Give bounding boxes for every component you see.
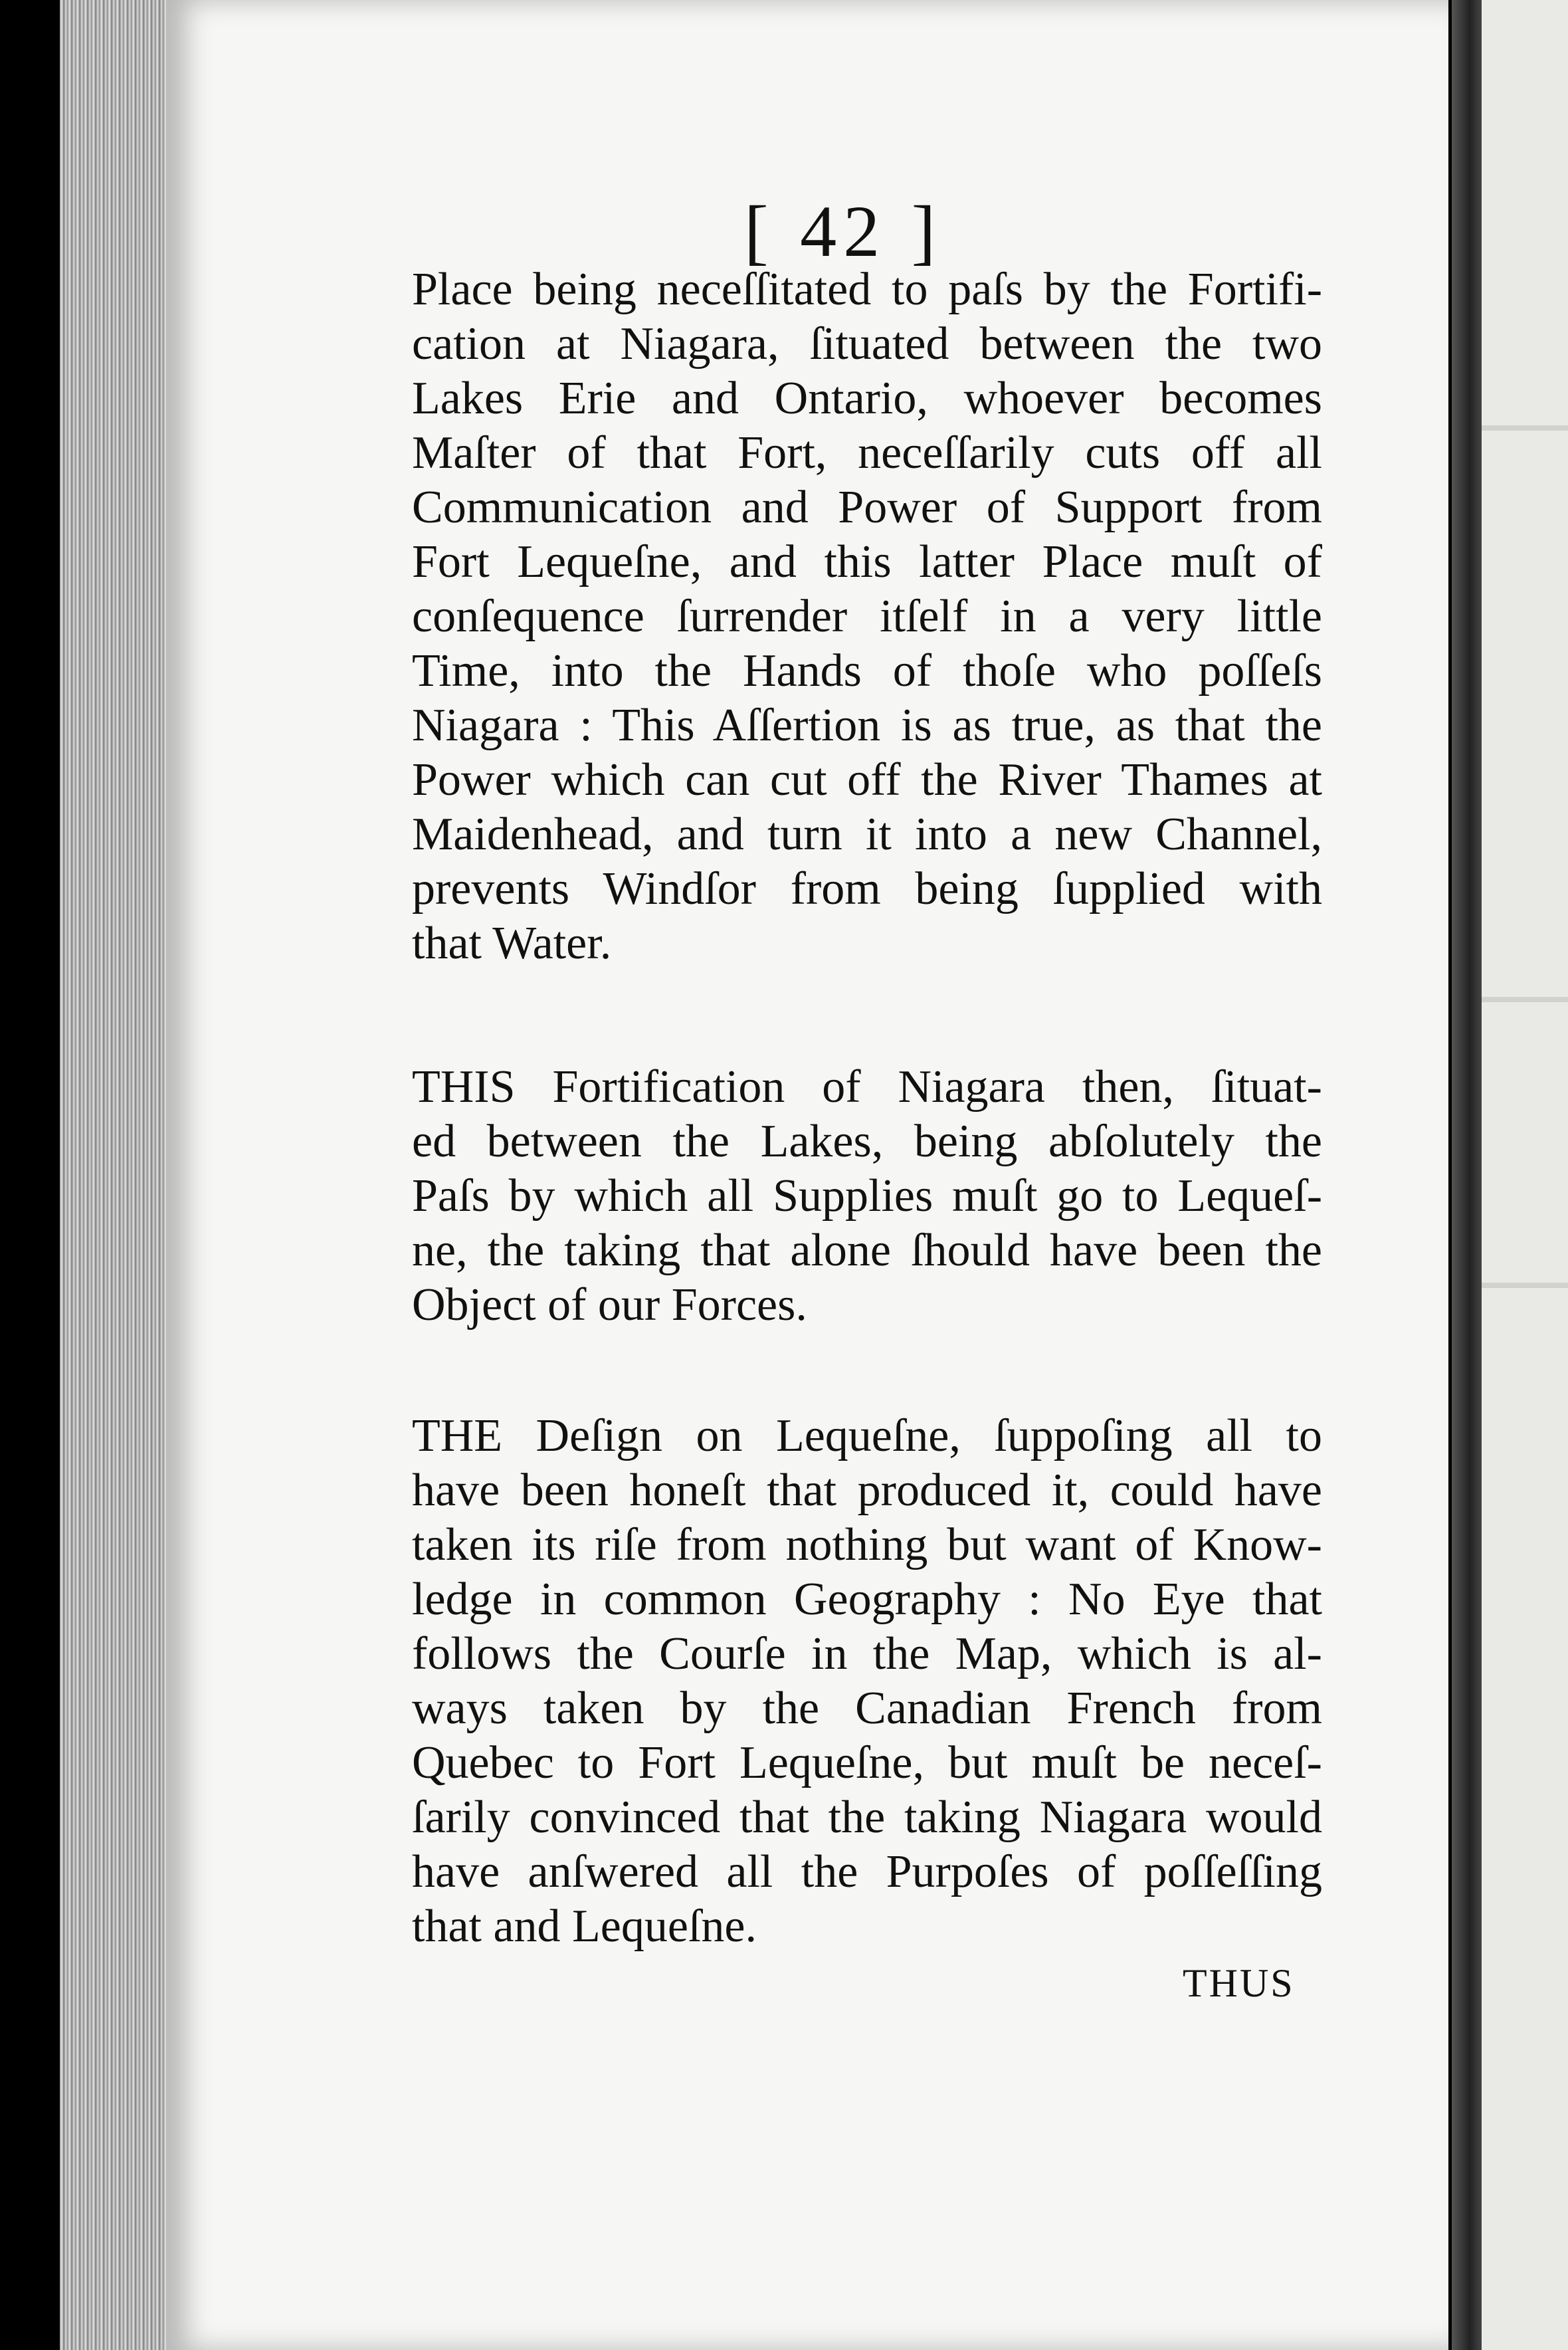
text-line: Quebec to Fort Lequeſne, but muſt be neceſ- — [412, 1737, 1322, 1788]
text-line: Place being neceſſitated to paſs by the Fortifi- — [412, 264, 1322, 315]
paragraph — [412, 1409, 1322, 1954]
text-line: Lakes Erie and Ontario, whoever becomes — [412, 373, 1322, 424]
text-line: Maidenhead, and turn it into a new Channel, — [412, 809, 1322, 860]
text-line: prevents Windſor from being ſupplied with — [412, 863, 1322, 914]
page-number: [ 42 ] — [744, 191, 943, 272]
facing-page-edge — [1482, 0, 1568, 2350]
text-line: taken its riſe from nothing but want of Know- — [412, 1519, 1322, 1570]
text-line: ne, the taking that alone ſhould have been the — [412, 1225, 1322, 1276]
text-line: have been honeſt that produced it, could have — [412, 1465, 1322, 1516]
text-line: follows the Courſe in the Map, which is al- — [412, 1628, 1322, 1679]
text-line: Time, into the Hands of thoſe who poſſeſs — [412, 645, 1322, 696]
text-line: Object of our Forces. — [412, 1279, 807, 1331]
catchword: THUS — [1183, 1961, 1295, 2005]
text-line: THIS Fortification of Niagara then, ſituat- — [412, 1061, 1322, 1113]
text-line: Communication and Power of Support from — [412, 482, 1322, 533]
text-line: have anſwered all the Purpoſes of poſſeſſing — [412, 1846, 1322, 1897]
text-line: Niagara : This Aſſertion is as true, as that the — [412, 700, 1322, 751]
text-line: that and Lequeſne. — [412, 1901, 757, 1952]
page-gutter — [1452, 0, 1482, 2350]
text-line: ways taken by the Canadian French from — [412, 1683, 1322, 1734]
paragraph — [412, 1060, 1322, 1333]
text-line: Fort Lequeſne, and this latter Place muſt of — [412, 536, 1322, 588]
paragraph — [412, 263, 1322, 971]
text-line: Maſter of that Fort, neceſſarily cuts off all — [412, 427, 1322, 479]
text-line: ſarily convinced that the taking Niagara would — [412, 1792, 1322, 1843]
text-line: that Water. — [412, 918, 612, 969]
text-line: THE Deſign on Lequeſne, ſuppoſing all to — [412, 1410, 1322, 1461]
text-line: Paſs by which all Supplies muſt go to Lequeſ- — [412, 1170, 1322, 1222]
text-line: ledge in common Geography : No Eye that — [412, 1574, 1322, 1625]
text-line: Power which can cut off the River Thames at — [412, 754, 1322, 805]
text-line: cation at Niagara, ſituated between the two — [412, 318, 1322, 370]
text-line: conſequence ſurrender itſelf in a very little — [412, 591, 1322, 642]
text-line: ed between the Lakes, being abſolutely the — [412, 1116, 1322, 1167]
